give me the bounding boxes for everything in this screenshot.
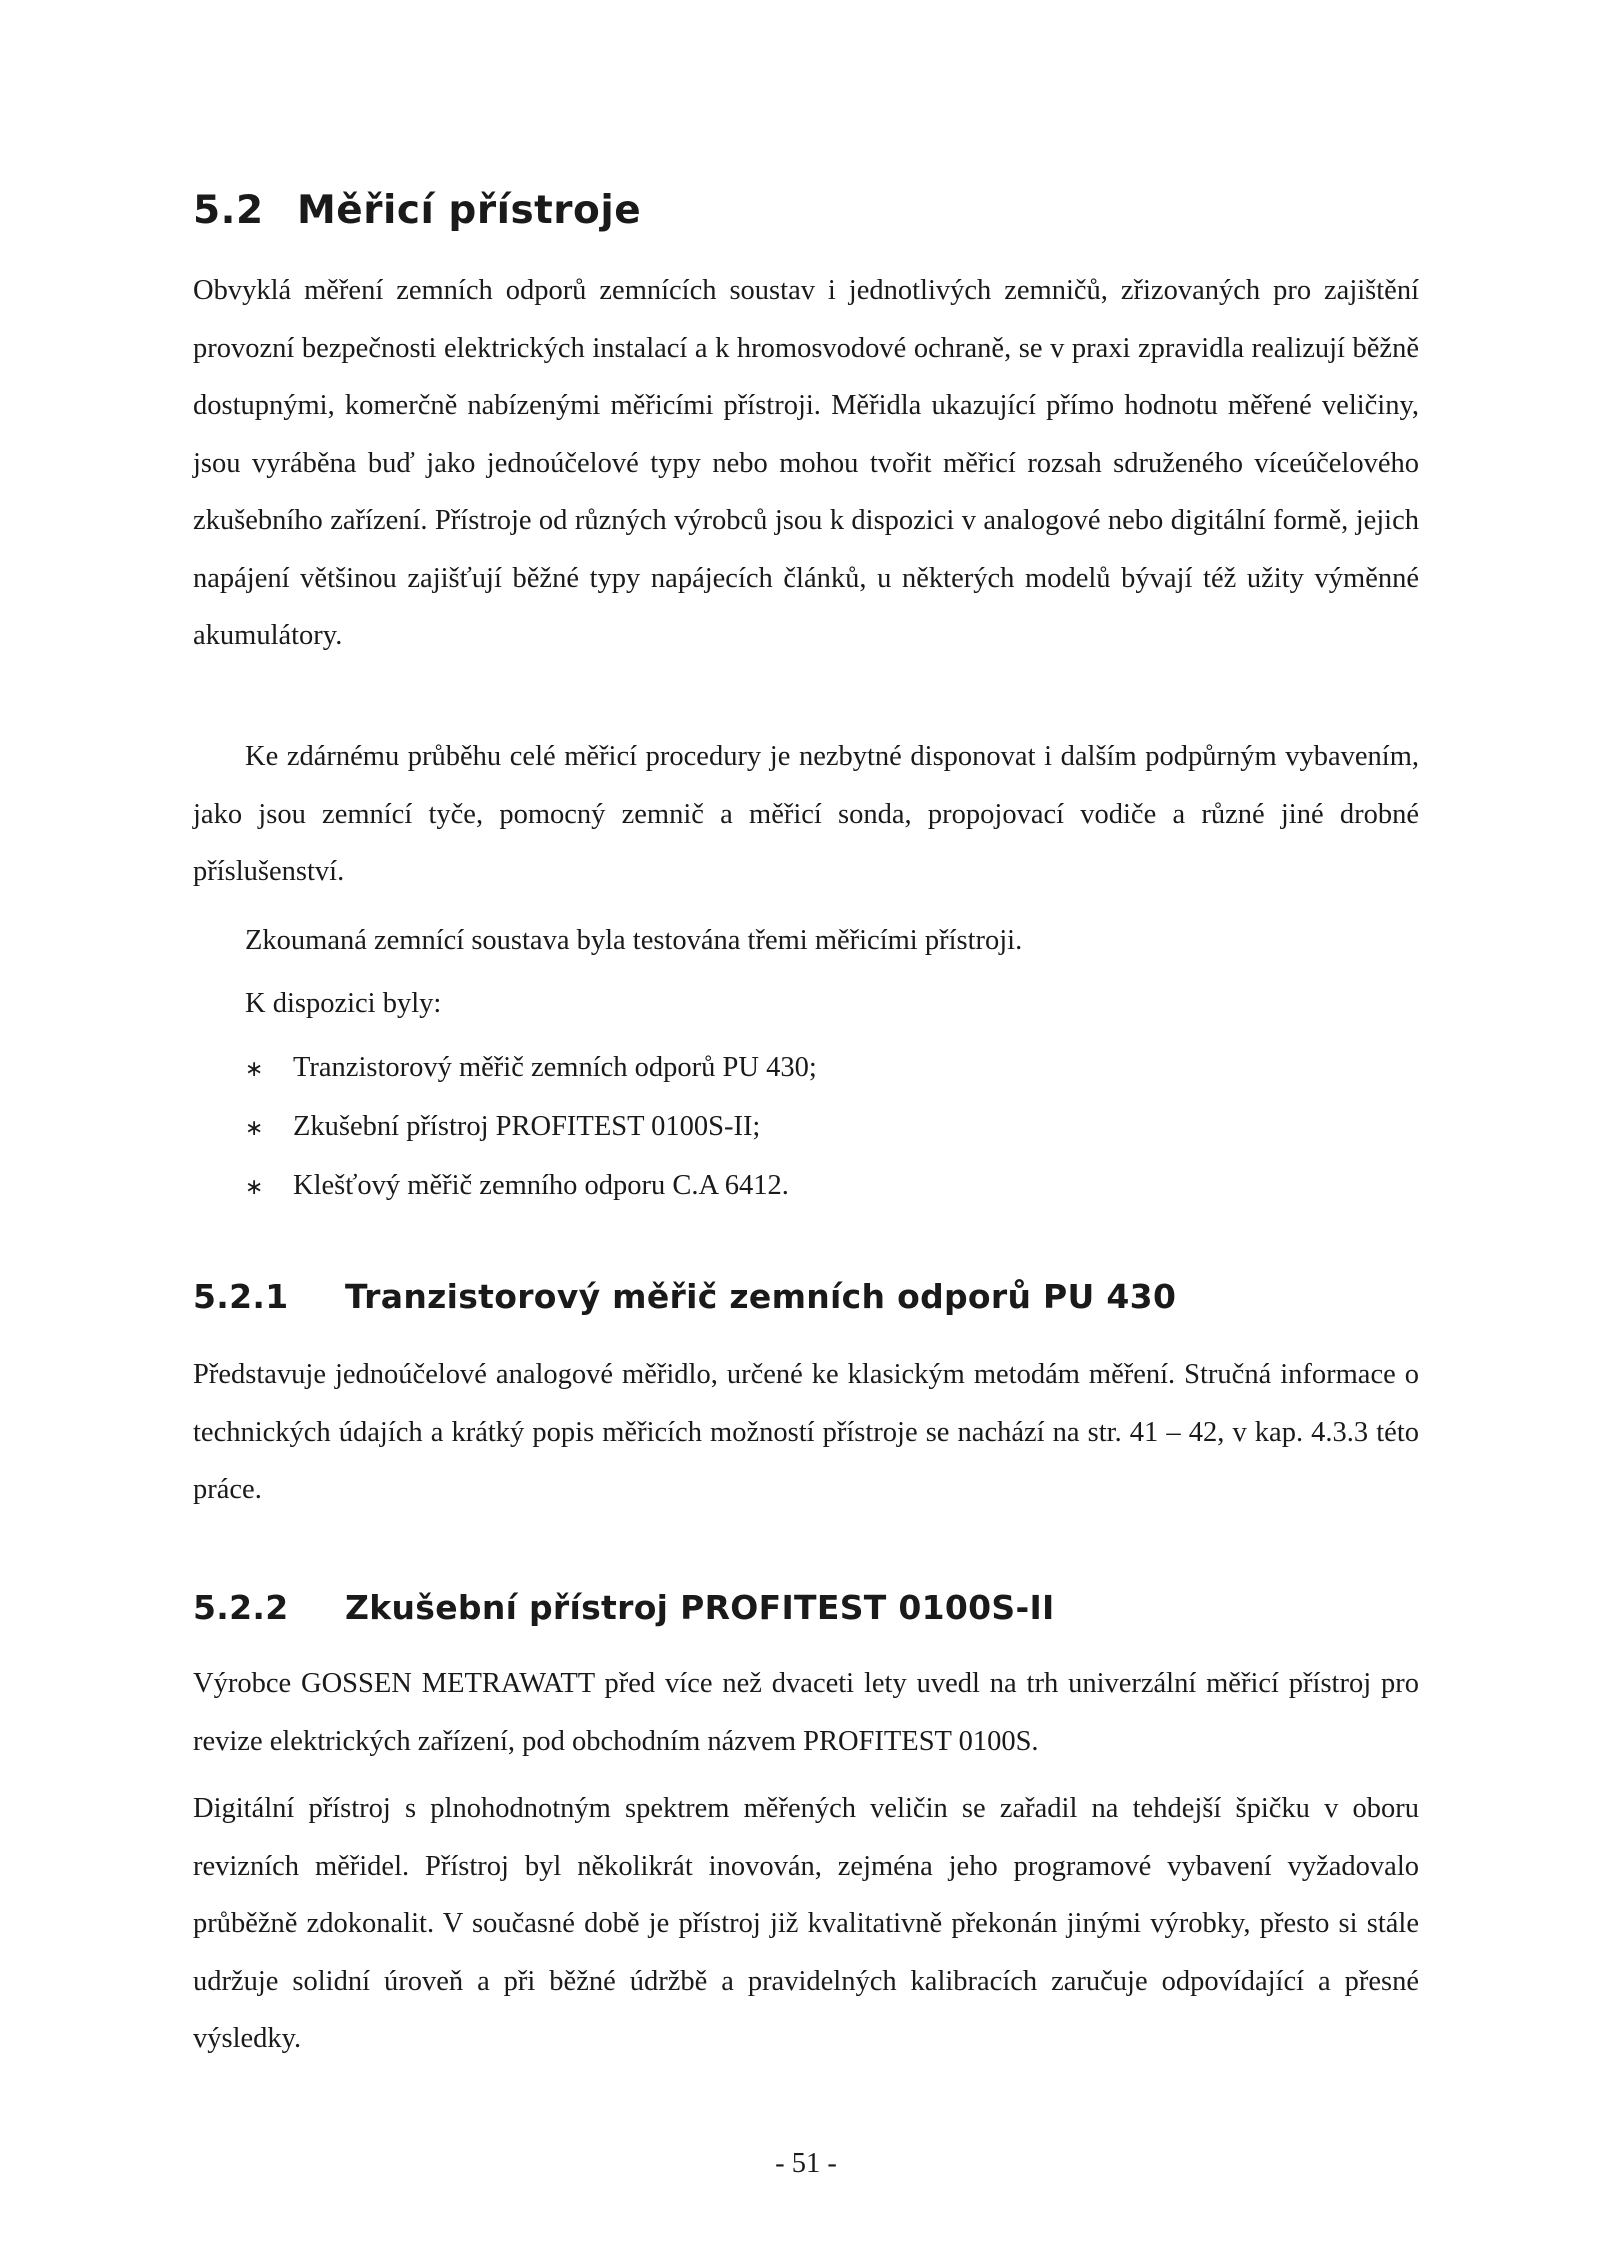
list-item bbox=[245, 1038, 817, 1097]
subsection-heading bbox=[193, 1588, 1055, 1627]
subsection-heading bbox=[193, 1277, 1176, 1316]
paragraph-equipment: Ke zdárnému průběhu celé měřicí procedury je nezbytné disponovat i dalším podpůrným vybavením, jako jsou zemnící tyče, pomocný zemnič a měřicí sonda, propojovací vodiče a různé jiné drobné příslušenství. bbox=[193, 741, 1419, 887]
bullet-icon: ∗ bbox=[245, 1175, 264, 1200]
paragraph-profitest-description: Digitální přístroj s plnohodnotným spektrem měřených veličin se zařadil na tehdejší špičku v oboru revizních měřidel. Přístroj byl několikrát inovován, zejména jeho programové vybavení vyžadovalo průběžně zdokonalit. V současné době je přístroj již kvalitativně překonán jinými výrobky, přesto si stále udržuje solidní úroveň a při běžné údržbě a pravidelných kalibracích zaručuje odpovídající a přesné výsledky. bbox=[193, 1793, 1419, 2054]
subsection-number: 5.2.2 bbox=[193, 1588, 289, 1627]
subsection-title: Tranzistorový měřič zemních odporů PU 430 bbox=[345, 1277, 1177, 1316]
subsection-title: Zkušební přístroj PROFITEST 0100S-II bbox=[345, 1588, 1055, 1627]
paragraph-tested: Zkoumaná zemnící soustava byla testována třemi měřicími přístroji. bbox=[245, 925, 1023, 956]
list-item-text: Zkušební přístroj PROFITEST 0100S-II; bbox=[293, 1111, 761, 1142]
paragraph-pu430: Představuje jednoúčelové analogové měřidlo, určené ke klasickým metodám měření. Stručná informace o technických údajích a krátký popis měřicích možností přístroje se nachází na str. 41 – 42, v kap. 4.3.3 této práce. bbox=[193, 1359, 1419, 1505]
bullet-icon: ∗ bbox=[245, 1116, 264, 1141]
paragraph-intro: Obvyklá měření zemních odporů zemnících soustav i jednotlivých zemničů, zřizovaných pro zajištění provozní bezpečnosti elektrických instalací a k hromosvodové ochraně, se v praxi zpravidla realizují běžně dostupnými, komerčně nabízenými měřicími přístroji. Měřidla ukazující přímo hodnotu měřené veličiny, jsou vyráběna buď jako jednoúčelové typy nebo mohou tvořit měřicí rozsah sdruženého víceúčelového zkušebního zařízení. Přístroje od různých výrobců jsou k dispozici v analogové nebo digitální formě, jejich napájení většinou zajišťují běžné typy napájecích článků, u některých modelů bývají též užity výměnné akumulátory. bbox=[193, 275, 1419, 651]
list-item bbox=[245, 1156, 817, 1215]
paragraph-profitest-history: Výrobce GOSSEN METRAWATT před více než dvaceti lety uvedl na trh univerzální měřicí přístroj pro revize elektrických zařízení, pod obchodním názvem PROFITEST 0100S. bbox=[193, 1668, 1419, 1757]
page-number: - 51 - bbox=[775, 2148, 837, 2179]
list-item bbox=[245, 1097, 817, 1156]
instrument-list bbox=[245, 1038, 817, 1215]
section-title: Měřicí přístroje bbox=[297, 188, 642, 233]
list-item-text: Tranzistorový měřič zemních odporů PU 430; bbox=[293, 1052, 817, 1083]
subsection-number: 5.2.1 bbox=[193, 1277, 289, 1316]
section-number: 5.2 bbox=[193, 188, 264, 233]
list-item-text: Klešťový měřič zemního odporu C.A 6412. bbox=[293, 1170, 789, 1201]
section-heading bbox=[193, 188, 641, 233]
paragraph-available: K dispozici byly: bbox=[245, 988, 442, 1019]
bullet-icon: ∗ bbox=[245, 1057, 264, 1082]
